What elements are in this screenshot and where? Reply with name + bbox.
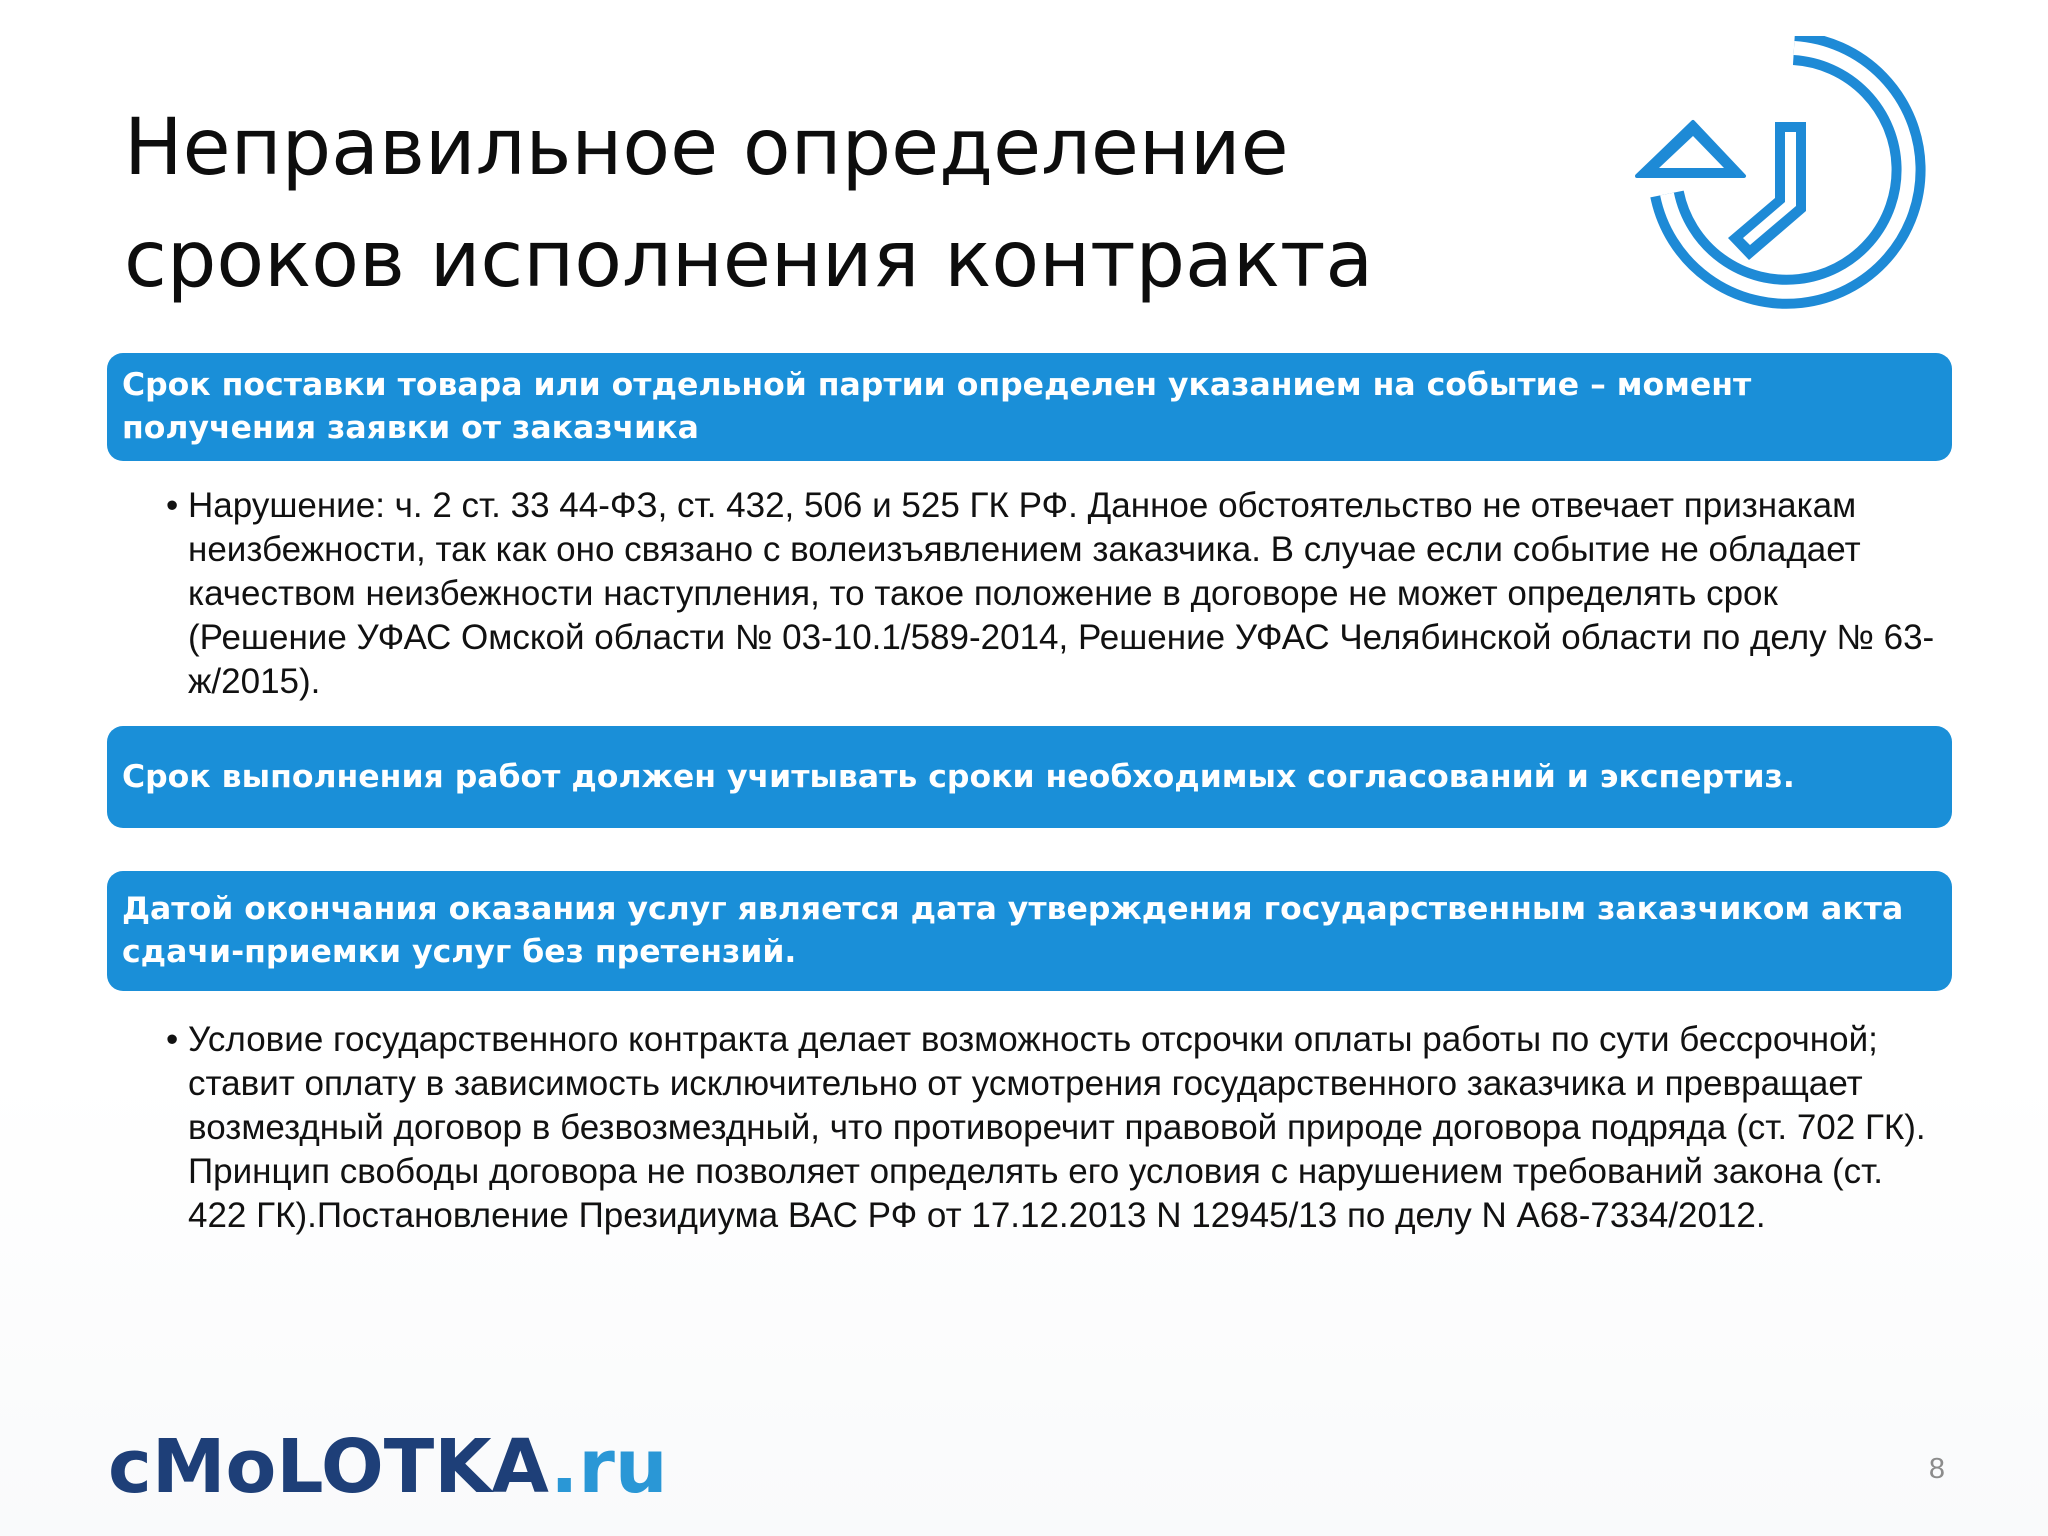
slide-title: Неправильное определение сроков исполнения контракта xyxy=(124,103,1374,305)
section-header-works-term xyxy=(107,726,1952,828)
page-number: 8 xyxy=(1928,1453,1945,1485)
section-header-services-end-date xyxy=(107,871,1952,991)
bullet-text: Условие государственного контракта делает возможность отсрочки оплаты работы по сути бессрочной; ставит оплату в зависимость исключительно от усмотрения государственного заказчика и превращает возмездный договор в безвозмездный, что противоречит правовой природе договора подряда (ст. 702 ГК). Принцип свободы договора не позволяет определять его условия с нарушением требований закона (ст. 422 ГК).Постановление Президиума ВАС РФ от 17.12.2013 N 12945/13 по делу N А68-7334/2012. xyxy=(188,1020,1926,1235)
bullet-item-violation xyxy=(166,484,1936,704)
brand-logo xyxy=(108,1422,668,1512)
section-header-text: Срок поставки товара или отдельной партии определен указанием на событие – момент получения заявки от заказчика xyxy=(122,367,1752,446)
logo-brand: cMoLOTKA xyxy=(108,1424,551,1510)
clock-refresh-icon xyxy=(1632,36,1952,326)
bullet-marker: • xyxy=(166,1020,179,1059)
logo-tld: .ru xyxy=(550,1424,668,1510)
bullet-marker: • xyxy=(166,486,179,525)
section-header-text: Срок выполнения работ должен учитывать сроки необходимых согласований и экспертиз. xyxy=(122,758,1795,795)
bullet-item-contract-condition xyxy=(166,1018,1936,1238)
section-header-delivery-term xyxy=(107,353,1952,461)
section-header-text: Датой окончания оказания услуг является дата утверждения государственным заказчиком акта сдачи-приемки услуг без претензий. xyxy=(122,891,1904,970)
bullet-text: Нарушение: ч. 2 ст. 33 44-ФЗ, ст. 432, 506 и 525 ГК РФ. Данное обстоятельство не отвечает признакам неизбежности, так как оно связано с волеизъявлением заказчика. В случае если событие не обладает качеством неизбежности наступления, то такое положение в договоре не может определять срок (Решение УФАС Омской области № 03-10.1/589-2014, Решение УФАС Челябинской области по делу № 63-ж/2015). xyxy=(188,486,1935,701)
